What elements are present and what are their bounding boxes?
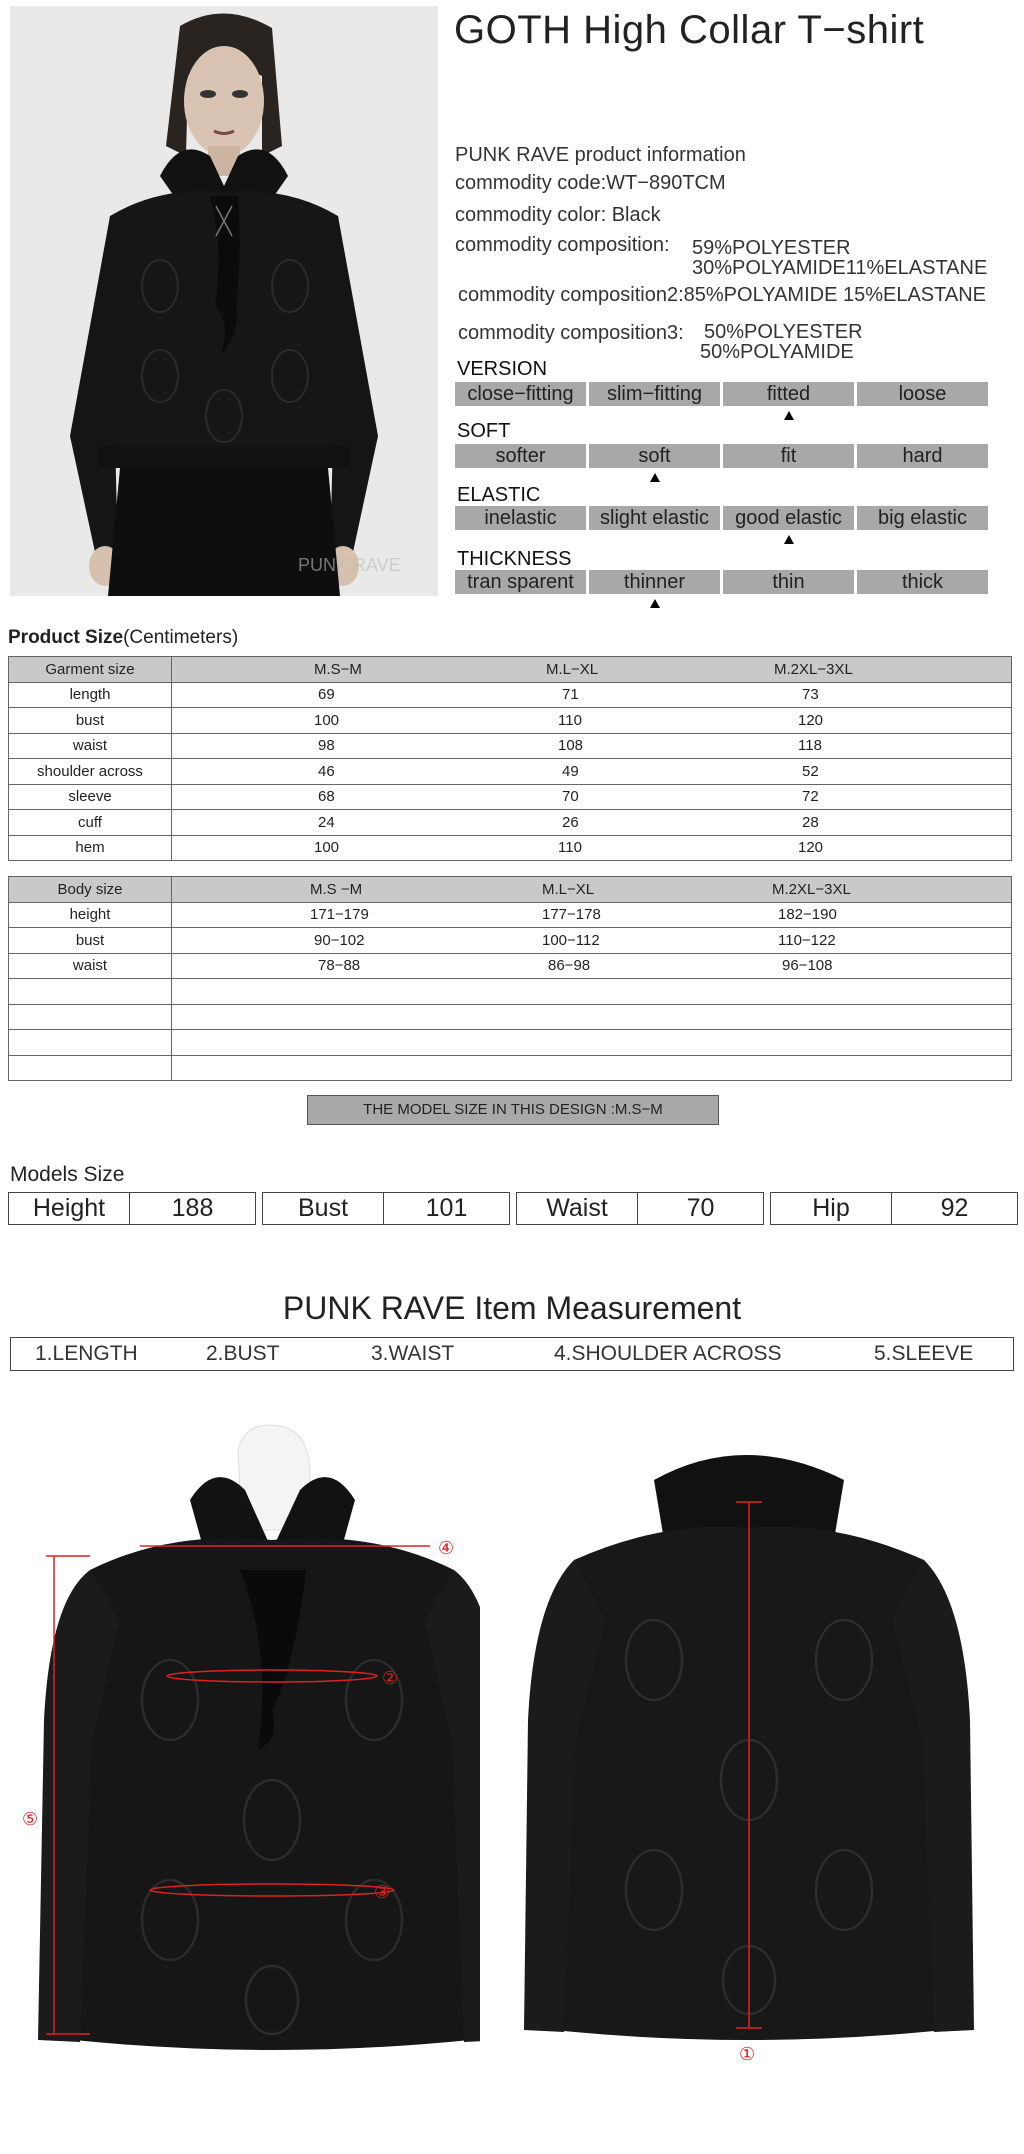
row-label [9, 1004, 172, 1030]
row-label [9, 1055, 172, 1081]
soft-option: hard [857, 444, 988, 468]
measurement-title: PUNK RAVE Item Measurement [282, 1290, 742, 1326]
marker-sleeve: ⑤ [22, 1809, 39, 1830]
table-row [9, 708, 1012, 734]
row-label [9, 979, 172, 1005]
model-size-note: THE MODEL SIZE IN THIS DESIGN :M.S−M [307, 1095, 719, 1125]
model-bust-label: Bust [263, 1193, 384, 1224]
measurement-legend [10, 1337, 1014, 1371]
model-bust [262, 1192, 510, 1225]
row-label: bust [9, 928, 172, 954]
elastic-option-selected: good elastic [723, 506, 854, 530]
table-cell: 120 [752, 835, 1012, 861]
version-label: VERSION [457, 358, 548, 380]
row-label: bust [9, 708, 172, 734]
composition-3 [458, 322, 684, 345]
table-row [9, 1004, 1012, 1030]
header-cell: Garment size [9, 657, 172, 683]
legend-shoulder-across: 4.SHOULDER ACROSS [554, 1342, 782, 1365]
row-label: shoulder across [9, 759, 172, 785]
comp3-line1: 50%POLYESTER [704, 321, 863, 343]
model-waist-label: Waist [517, 1193, 638, 1224]
code-label: commodity code: [455, 172, 607, 194]
table-cell: 118 [752, 733, 1012, 759]
model-bust-value: 101 [425, 1194, 468, 1222]
version-scale [455, 382, 988, 406]
composition-1-values [692, 238, 987, 278]
soft-scale [455, 444, 988, 468]
table-cell: 52 [752, 759, 1012, 785]
commodity-color [455, 204, 661, 227]
soft-label: SOFT [457, 420, 511, 442]
table-cell: 100 [172, 835, 539, 861]
table-cell: 110−122 [748, 928, 1012, 954]
composition-3-values [700, 321, 863, 363]
soft-option: fit [723, 444, 854, 468]
table-cell: 98 [172, 733, 539, 759]
table-cell: 73 [752, 682, 1012, 708]
table-cell [534, 979, 748, 1005]
marker-bust: ② [382, 1668, 399, 1689]
table-cell [748, 1004, 1012, 1030]
table-cell: 24 [172, 810, 539, 836]
garment-front-illustration [10, 1420, 480, 2100]
elastic-scale [455, 506, 988, 530]
table-row [9, 784, 1012, 810]
legend-waist: 3.WAIST [371, 1342, 455, 1365]
thickness-option-selected: thinner [589, 570, 720, 594]
version-option: slim−fitting [589, 382, 720, 406]
product-size-title: Product Size [8, 627, 124, 648]
table-cell: 69 [172, 682, 539, 708]
legend-bust: 2.BUST [206, 1342, 280, 1365]
table-cell: 171−179 [172, 902, 535, 928]
model-height-value: 188 [171, 1194, 214, 1222]
header-cell: M.2XL−3XL [748, 877, 1012, 903]
comp2-label: commodity composition2: [458, 284, 684, 306]
table-header-row [9, 877, 1012, 903]
table-row [9, 928, 1012, 954]
photo-watermark: PUNK RAVE [298, 555, 401, 575]
comp1-line2: 30%POLYAMIDE11%ELASTANE [692, 257, 988, 279]
table-cell: 120 [752, 708, 1012, 734]
model-hip-label: Hip [771, 1193, 892, 1224]
version-option: loose [857, 382, 988, 406]
table-cell: 110 [538, 835, 752, 861]
garment-back-illustration [514, 1420, 1014, 2110]
table-row [9, 835, 1012, 861]
model-hip [770, 1192, 1018, 1225]
table-row [9, 733, 1012, 759]
elastic-option: slight elastic [589, 506, 720, 530]
table-cell [534, 1055, 748, 1081]
table-cell: 71 [538, 682, 752, 708]
row-label [9, 1030, 172, 1056]
marker-waist: ③ [374, 1882, 391, 1903]
table-cell: 100−112 [534, 928, 748, 954]
elastic-label: ELASTIC [457, 484, 541, 506]
marker-shoulder-across: ④ [438, 1538, 455, 1559]
table-cell [748, 1055, 1012, 1081]
table-cell: 78−88 [172, 953, 535, 979]
code-value: WT−890TCM [606, 172, 726, 194]
table-row [9, 1030, 1012, 1056]
table-cell: 68 [172, 784, 539, 810]
version-option-selected: fitted [723, 382, 854, 406]
model-waist [516, 1192, 764, 1225]
table-cell [748, 979, 1012, 1005]
table-cell: 49 [538, 759, 752, 785]
marker-length: ① [739, 2044, 756, 2065]
comp2-value: 85%POLYAMIDE 15%ELASTANE [683, 284, 986, 306]
models-size-row [8, 1192, 1013, 1225]
header-cell: M.S−M [172, 657, 539, 683]
table-row [9, 979, 1012, 1005]
color-label: commodity color: [455, 204, 607, 226]
info-heading: PUNK RAVE product information [455, 144, 746, 166]
thickness-option: thick [857, 570, 988, 594]
elastic-option: inelastic [455, 506, 586, 530]
table-cell [172, 979, 535, 1005]
table-cell [172, 1030, 535, 1056]
page-title: GOTH High Collar T−shirt [454, 8, 925, 52]
comp1-line1: 59%POLYESTER [692, 237, 851, 259]
table-cell: 108 [538, 733, 752, 759]
thickness-label: THICKNESS [457, 548, 572, 570]
model-height [8, 1192, 256, 1225]
table-cell: 110 [538, 708, 752, 734]
header-cell: M.L−XL [538, 657, 752, 683]
elastic-option: big elastic [857, 506, 988, 530]
header-cell: M.2XL−3XL [752, 657, 1012, 683]
table-header-row [9, 657, 1012, 683]
legend-length: 1.LENGTH [35, 1342, 138, 1365]
models-size-title: Models Size [10, 1163, 125, 1186]
table-cell: 86−98 [534, 953, 748, 979]
header-cell: M.S −M [172, 877, 535, 903]
table-row [9, 759, 1012, 785]
table-cell: 177−178 [534, 902, 748, 928]
table-cell: 182−190 [748, 902, 1012, 928]
garment-size-table [8, 656, 1012, 861]
table-cell [748, 1030, 1012, 1056]
table-cell: 72 [752, 784, 1012, 810]
table-row [9, 902, 1012, 928]
table-cell [172, 1004, 535, 1030]
legend-sleeve: 5.SLEEVE [874, 1342, 974, 1365]
soft-option: softer [455, 444, 586, 468]
table-cell: 70 [538, 784, 752, 810]
model-waist-value: 70 [686, 1194, 715, 1222]
row-label: height [9, 902, 172, 928]
table-cell [172, 1055, 535, 1081]
composition-2 [458, 284, 986, 307]
table-cell: 26 [538, 810, 752, 836]
table-cell: 28 [752, 810, 1012, 836]
soft-option-selected: soft [589, 444, 720, 468]
product-photo-model [10, 6, 438, 596]
table-cell: 46 [172, 759, 539, 785]
thickness-option: tran sparent [455, 570, 586, 594]
model-height-label: Height [9, 1193, 130, 1224]
version-option: close−fitting [455, 382, 586, 406]
composition-1 [455, 234, 670, 257]
table-row [9, 682, 1012, 708]
row-label: length [9, 682, 172, 708]
commodity-code [455, 172, 726, 195]
table-cell: 90−102 [172, 928, 535, 954]
product-size-unit: (Centimeters) [123, 627, 239, 648]
table-cell [534, 1004, 748, 1030]
table-cell: 100 [172, 708, 539, 734]
row-label: cuff [9, 810, 172, 836]
row-label: waist [9, 953, 172, 979]
thickness-scale [455, 570, 988, 594]
header-cell: M.L−XL [534, 877, 748, 903]
color-value: Black [611, 204, 661, 226]
table-row [9, 953, 1012, 979]
model-illustration [10, 6, 438, 596]
comp3-label: commodity composition3: [458, 322, 684, 344]
comp3-line2: 50%POLYAMIDE [700, 341, 854, 363]
table-cell: 96−108 [748, 953, 1012, 979]
body-size-table [8, 876, 1012, 1081]
thickness-option: thin [723, 570, 854, 594]
table-cell [534, 1030, 748, 1056]
row-label: waist [9, 733, 172, 759]
comp1-label: commodity composition: [455, 234, 670, 256]
row-label: sleeve [9, 784, 172, 810]
header-cell: Body size [9, 877, 172, 903]
row-label: hem [9, 835, 172, 861]
table-row [9, 1055, 1012, 1081]
table-row [9, 810, 1012, 836]
product-size-heading [8, 627, 238, 649]
model-hip-value: 92 [940, 1194, 969, 1222]
